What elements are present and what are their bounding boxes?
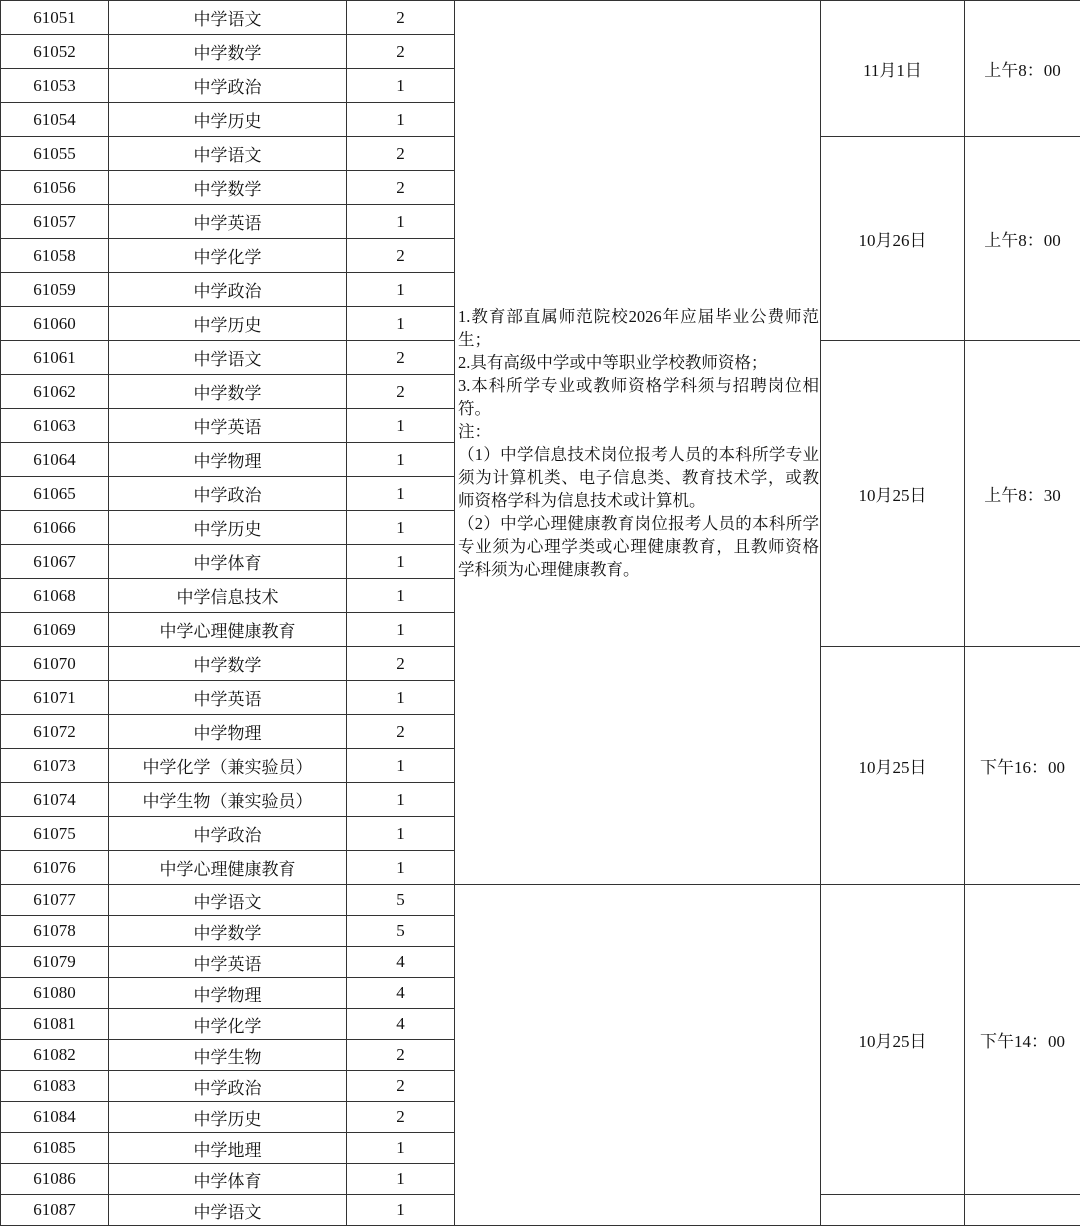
cell-count: 2 [347, 35, 455, 69]
cell-subject: 中学数学 [109, 647, 347, 681]
cell-code: 61058 [1, 239, 109, 273]
exam-date-cell: 10月25日 [821, 885, 965, 1195]
cell-count: 2 [347, 715, 455, 749]
cell-subject: 中学政治 [109, 1071, 347, 1102]
cell-subject: 中学信息技术 [109, 579, 347, 613]
cell-subject: 中学生物（兼实验员） [109, 783, 347, 817]
cell-count: 1 [347, 1133, 455, 1164]
cell-subject: 中学语文 [109, 1, 347, 35]
cell-code: 61059 [1, 273, 109, 307]
cell-subject: 中学语文 [109, 341, 347, 375]
cell-subject: 中学化学（兼实验员） [109, 749, 347, 783]
cell-count: 1 [347, 817, 455, 851]
cell-count: 1 [347, 443, 455, 477]
requirement-line: 2.具有高级中学或中等职业学校教师资格； [458, 351, 819, 374]
cell-count: 1 [347, 205, 455, 239]
cell-code: 61068 [1, 579, 109, 613]
requirement-line: 3.本科所学专业或教师资格学科须与招聘岗位相符。 [458, 374, 819, 420]
table-row [1, 885, 1080, 916]
cell-count: 2 [347, 171, 455, 205]
cell-count: 1 [347, 307, 455, 341]
cell-subject: 中学历史 [109, 103, 347, 137]
cell-code: 61072 [1, 715, 109, 749]
cell-subject: 中学语文 [109, 1195, 347, 1226]
cell-count: 1 [347, 749, 455, 783]
cell-subject: 中学政治 [109, 273, 347, 307]
cell-subject: 中学英语 [109, 947, 347, 978]
cell-subject: 中学英语 [109, 409, 347, 443]
cell-count: 1 [347, 545, 455, 579]
cell-code: 61066 [1, 511, 109, 545]
cell-subject: 中学历史 [109, 511, 347, 545]
cell-code: 61078 [1, 916, 109, 947]
exam-time-cell: 上午8：00 [965, 137, 1080, 341]
exam-time-cell: 上午8：00 [965, 1, 1080, 137]
cell-code: 61080 [1, 978, 109, 1009]
cell-subject: 中学物理 [109, 443, 347, 477]
cell-count: 5 [347, 885, 455, 916]
cell-count: 2 [347, 1071, 455, 1102]
cell-count: 1 [347, 103, 455, 137]
cell-code: 61054 [1, 103, 109, 137]
cell-subject: 中学心理健康教育 [109, 613, 347, 647]
cell-subject: 中学体育 [109, 545, 347, 579]
cell-count: 1 [347, 511, 455, 545]
cell-subject: 中学心理健康教育 [109, 851, 347, 885]
cell-code: 61057 [1, 205, 109, 239]
cell-code: 61069 [1, 613, 109, 647]
exam-date-cell: 10月25日 [821, 647, 965, 885]
requirements-cell [455, 1, 821, 885]
cell-code: 61051 [1, 1, 109, 35]
cell-count: 1 [347, 681, 455, 715]
cell-code: 61062 [1, 375, 109, 409]
exam-date-cell: 10月26日 [821, 137, 965, 341]
cell-code: 61061 [1, 341, 109, 375]
cell-code: 61079 [1, 947, 109, 978]
cell-code: 61074 [1, 783, 109, 817]
exam-date-cell: 11月1日 [821, 1, 965, 137]
requirement-line: （1）中学信息技术岗位报考人员的本科所学专业须为计算机类、电子信息类、教育技术学，或教师资格学科为信息技术或计算机。 [458, 443, 819, 512]
cell-code: 61053 [1, 69, 109, 103]
cell-code: 61081 [1, 1009, 109, 1040]
cell-subject: 中学数学 [109, 375, 347, 409]
cell-subject: 中学化学 [109, 239, 347, 273]
cell-count: 2 [347, 647, 455, 681]
cell-count: 1 [347, 69, 455, 103]
cell-code: 61085 [1, 1133, 109, 1164]
cell-subject: 中学政治 [109, 817, 347, 851]
cell-count: 2 [347, 375, 455, 409]
cell-count: 1 [347, 613, 455, 647]
requirement-line: 注： [458, 420, 819, 443]
cell-count: 2 [347, 239, 455, 273]
cell-code: 61084 [1, 1102, 109, 1133]
cell-count: 2 [347, 341, 455, 375]
cell-code: 61056 [1, 171, 109, 205]
cell-subject: 中学政治 [109, 477, 347, 511]
cell-subject: 中学语文 [109, 137, 347, 171]
cell-subject: 中学生物 [109, 1040, 347, 1071]
cell-count: 1 [347, 409, 455, 443]
cell-subject: 中学数学 [109, 916, 347, 947]
cell-count: 4 [347, 1009, 455, 1040]
cell-count: 1 [347, 579, 455, 613]
cell-count: 1 [347, 273, 455, 307]
exam-time-cell: 下午16：00 [965, 647, 1080, 885]
cell-count: 1 [347, 783, 455, 817]
cell-count: 2 [347, 137, 455, 171]
cell-subject: 中学政治 [109, 69, 347, 103]
cell-count: 1 [347, 1164, 455, 1195]
cell-subject: 中学数学 [109, 171, 347, 205]
cell-subject: 中学英语 [109, 681, 347, 715]
cell-count: 1 [347, 1195, 455, 1226]
cell-code: 61064 [1, 443, 109, 477]
cell-subject: 中学物理 [109, 715, 347, 749]
cell-subject: 中学体育 [109, 1164, 347, 1195]
cell-count: 2 [347, 1, 455, 35]
requirement-line: 1.教育部直属师范院校2026年应届毕业公费师范生； [458, 305, 819, 351]
cell-code: 61075 [1, 817, 109, 851]
cell-code: 61076 [1, 851, 109, 885]
exam-time-cell: 下午14：00 [965, 885, 1080, 1195]
cell-subject: 中学数学 [109, 35, 347, 69]
requirements-cell-empty [455, 885, 821, 1226]
cell-count: 1 [347, 477, 455, 511]
cell-code: 61055 [1, 137, 109, 171]
cell-code: 61060 [1, 307, 109, 341]
cell-subject: 中学物理 [109, 978, 347, 1009]
cell-code: 61077 [1, 885, 109, 916]
cell-subject: 中学历史 [109, 1102, 347, 1133]
cell-count: 2 [347, 1102, 455, 1133]
cell-code: 61067 [1, 545, 109, 579]
cell-count: 2 [347, 1040, 455, 1071]
cell-code: 61071 [1, 681, 109, 715]
exam-date-cell: 10月25日 [821, 341, 965, 647]
cell-code: 61083 [1, 1071, 109, 1102]
cell-count: 4 [347, 947, 455, 978]
cell-code: 61063 [1, 409, 109, 443]
cell-count: 1 [347, 851, 455, 885]
cell-subject: 中学历史 [109, 307, 347, 341]
cell-count: 5 [347, 916, 455, 947]
cell-code: 61082 [1, 1040, 109, 1071]
table-row [1, 1, 1080, 35]
exam-time-cell: 上午8：30 [965, 341, 1080, 647]
requirement-line: （2）中学心理健康教育岗位报考人员的本科所学专业须为心理学类或心理健康教育，且教师资格学科须为心理健康教育。 [458, 512, 819, 581]
cell-count: 4 [347, 978, 455, 1009]
cell-code: 61086 [1, 1164, 109, 1195]
cell-code: 61073 [1, 749, 109, 783]
cell-subject: 中学语文 [109, 885, 347, 916]
cell-subject: 中学地理 [109, 1133, 347, 1164]
cell-code: 61052 [1, 35, 109, 69]
cell-subject: 中学英语 [109, 205, 347, 239]
cell-code: 61087 [1, 1195, 109, 1226]
cell-code: 61065 [1, 477, 109, 511]
cell-subject: 中学化学 [109, 1009, 347, 1040]
cell-code: 61070 [1, 647, 109, 681]
